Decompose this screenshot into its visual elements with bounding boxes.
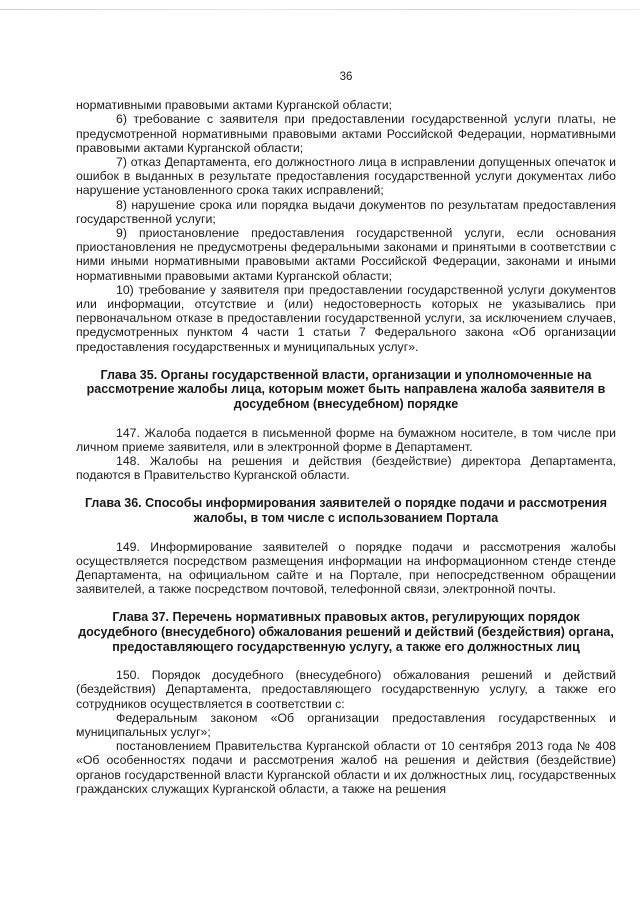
paragraph-150-federal-law: Федеральным законом «Об организации предоставления государственных и муниципальных услуг»; [76, 710, 616, 740]
scan-edge-line [0, 9, 640, 10]
paragraph-150-decree: постановлением Правительства Курганской области от 10 сентября 2013 года № 408 «Об особенностях подачи и рассмотрения жалоб на решения и действия (бездействие) органов государственной власти Курганской области и их должностных лиц, государственных гражданских служащих Курганской области, а также на решения [76, 739, 616, 796]
paragraph-147: 147. Жалоба подается в письменной форме на бумажном носителе, в том числе при личном приеме заявителя, или в электронной форме в Департамент. [76, 425, 616, 454]
list-item-9: 9) приостановление предоставления государственной услуги, если основания приостановления не предусмотрены федеральными законами и принятыми в соответствии с ними иными нормативными правовыми актами Российской Федерации, законами и иными нормативными правовыми актами Курганской области; [76, 226, 616, 283]
list-item-8: 8) нарушение срока или порядка выдачи документов по результатам предоставления государственной услуги; [76, 197, 616, 226]
paragraph-continuation: нормативными правовыми актами Курганской области; [76, 98, 393, 113]
document-page [76, 70, 616, 796]
paragraph-148: 148. Жалобы на решения и действия (бездействие) директора Департамента, подаются в Правительство Курганской области. [76, 454, 616, 483]
list-item-6: 6) требование с заявителя при предоставлении государственной услуги платы, не предусмотренной нормативными правовыми актами Российской Федерации, нормативными правовыми актами Курганской области; [76, 112, 616, 155]
chapter-37-heading: Глава 37. Перечень нормативных правовых актов, регулирующих порядок досудебного (внесудебного) обжалования решений и действий (бездействия) органа, предоставляющего государственную услугу, а также его должностных лиц [78, 610, 614, 654]
chapter-36-heading: Глава 36. Способы информирования заявителей о порядке подачи и рассмотрения жалобы, в том числе с использованием Портала [84, 496, 608, 526]
chapter-35-heading: Глава 35. Органы государственной власти, организации и уполномоченные на рассмотрение жалобы лица, которым может быть направлена жалоба заявителя в досудебном (внесудебном) порядке [86, 367, 606, 412]
list-item-7: 7) отказ Департамента, его должностного лица в исправлении допущенных опечаток и ошибок в выданных в результате предоставления государственной услуги документах либо нарушение установленного срока таких исправлений; [76, 155, 616, 198]
paragraph-149: 149. Информирование заявителей о порядке подачи и рассмотрения жалобы осуществляется посредством размещения информации на информационном стенде стенде Департамента, на официальном сайте и на Портале, при непосредственном обращении заявителей, а также посредством почтовой, телефонной связи, электронной почты. [76, 539, 616, 597]
paragraph-150: 150. Порядок досудебного (внесудебного) обжалования решений и действий (бездействия) Департамента, предоставляющего государственную услугу, а также его сотрудников осуществляется в соответствии с: [76, 668, 616, 711]
page-number: 36 [339, 71, 353, 83]
list-item-10: 10) требование у заявителя при предоставлении государственной услуги документов или информации, отсутствие и (или) недостоверность которых не указывались при первоначальном отказе в предоставлении государственной услуги, за исключением случаев, предусмотренных пунктом 4 части 1 статьи 7 Федерального закона «Об организации предоставления государственных и муниципальных услуг». [76, 282, 616, 354]
